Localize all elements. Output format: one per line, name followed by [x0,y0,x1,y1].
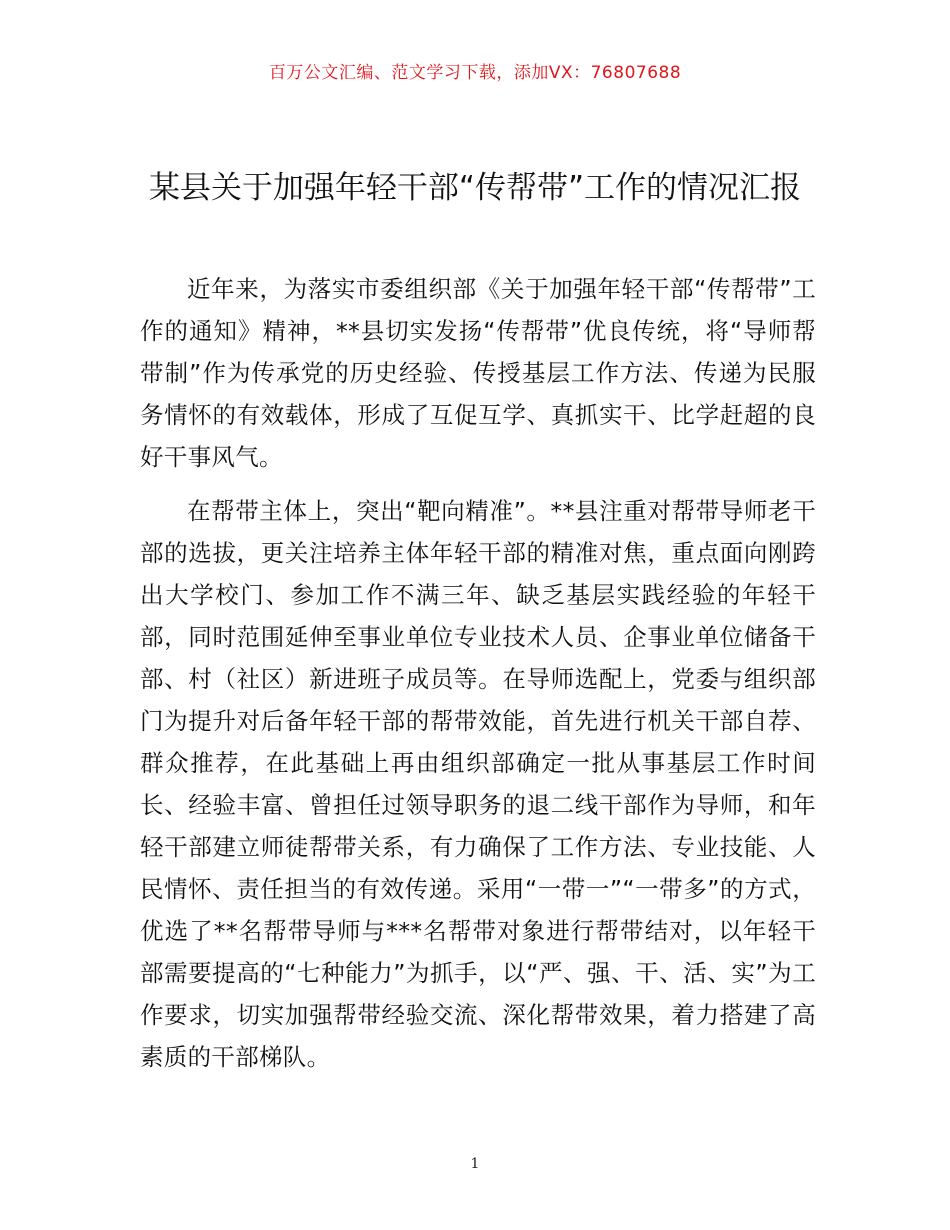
document-body [140,268,816,1090]
header-note: 百万公文汇编、范文学习下载，添加VX：76807688 [268,63,682,83]
paragraph-2: 在帮带主体上，突出“靶向精准”。**县注重对帮带导师老干部的选拔，更关注培养主体年轻干部的精准对焦，重点面向刚跨出大学校门、参加工作不满三年、缺乏基层实践经验的年轻干部，同时范围延伸至事业单位专业技术人员、企事业单位储备干部、村（社区）新进班子成员等。在导师选配上，党委与组织部门为提升对后备年轻干部的帮带效能，首先进行机关干部自荐、群众推荐，在此基础上再由组织部确定一批从事基层工作时间长、经验丰富、曾担任过领导职务的退二线干部作为导师，和年轻干部建立师徒帮带关系，有力确保了工作方法、专业技能、人民情怀、责任担当的有效传递。采用“一带一”“一带多”的方式，优选了**名帮带导师与***名帮带对象进行帮带结对，以年轻干部需要提高的“七种能力”为抓手，以“严、强、干、活、实”为工作要求，切实加强帮带经验交流、深化帮带效果，着力搭建了高素质的干部梯队。 [140,497,816,1071]
paragraph-1: 近年来，为落实市委组织部《关于加强年轻干部“传帮带”工作的通知》精神，**县切实发扬“传帮带”优良传统，将“导师帮带制”作为传承党的历史经验、传授基层工作方法、传递为民服务情怀的有效载体，形成了互促互学、真抓实干、比学赶超的良好干事风气。 [140,275,816,471]
document-title: 某县关于加强年轻干部“传帮带”工作的情况汇报 [148,170,802,206]
page-number: 1 [470,1156,480,1172]
